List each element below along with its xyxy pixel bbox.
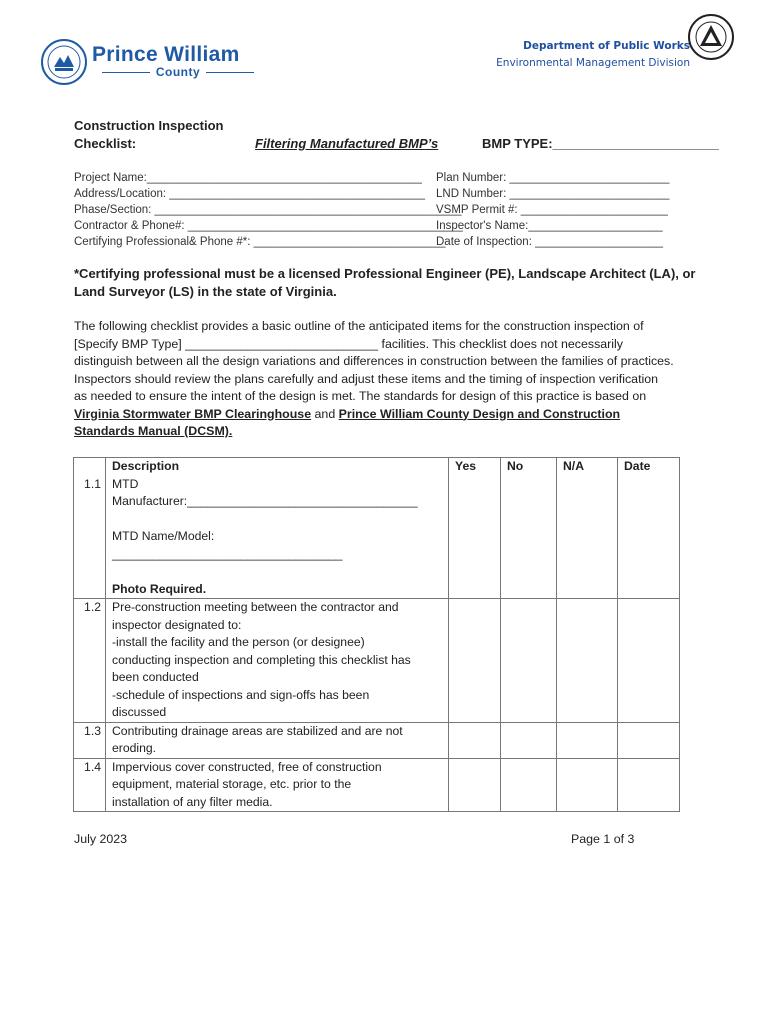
dcsm-link[interactable]: Prince William County Design and Construction Standards Manual (DCSM). (74, 406, 621, 438)
bmp-type-field[interactable]: BMP TYPE:_______________________ (482, 136, 719, 151)
table-row (74, 758, 680, 812)
yes-cell[interactable] (449, 476, 501, 599)
model-field[interactable]: MTD Name/Model: __________________________________ (112, 529, 343, 561)
row-number: 1.2 (74, 599, 106, 723)
yes-header: Yes (449, 458, 501, 476)
department-name: Department of Public Works (523, 40, 690, 52)
manufacturer-field[interactable]: MTD Manufacturer:__________________________________ (112, 476, 418, 508)
certifying-professional-field[interactable]: Certifying Professional& Phone #*: ______________________________ (74, 236, 446, 248)
date-cell[interactable] (618, 599, 680, 723)
table-header-row (74, 458, 680, 476)
row-number: 1.4 (74, 758, 106, 812)
footer-date: July 2023 (74, 832, 128, 846)
no-cell[interactable] (501, 722, 557, 758)
division-name: Environmental Management Division (496, 57, 690, 69)
checklist-title (74, 117, 719, 153)
checklist-table (73, 457, 680, 812)
na-cell[interactable] (557, 476, 618, 599)
yes-cell[interactable] (449, 722, 501, 758)
inspector-name-field[interactable]: Inspector's Name:_____________________ (436, 220, 663, 232)
accreditation-seal-icon (686, 12, 736, 62)
intro-paragraph (74, 318, 674, 441)
no-cell[interactable] (501, 476, 557, 599)
row-text-line: been conducted (112, 670, 199, 684)
project-name-field[interactable]: Project Name:___________________________________________ (74, 172, 422, 184)
no-cell[interactable] (501, 599, 557, 723)
row-description (106, 758, 449, 812)
yes-cell[interactable] (449, 599, 501, 723)
date-cell[interactable] (618, 476, 680, 599)
row-text-line: -schedule of inspections and sign-offs has been (112, 687, 370, 702)
table-row (74, 476, 680, 599)
department-block (496, 38, 690, 72)
table-row (74, 722, 680, 758)
checklist-subject: Filtering Manufactured BMP’s (255, 136, 439, 151)
photo-required-note: Photo Required. (112, 581, 207, 596)
certification-notice: *Certifying professional must be a licensed Professional Engineer (PE), Landscape Architect (LA), or Land Surveyor (LS) in the state of Virginia. (74, 266, 696, 299)
county-logo (40, 37, 270, 89)
row-text-line: equipment, material storage, etc. prior to the (112, 777, 352, 791)
intro-text: The following checklist provides a basic outline of the anticipated items for the construction inspection of [Specify BMP Type] ____________________________ facilities. This checklist does not necessarily distinguish between all the design variations and differences in construction between the families of practices. Inspectors should review the plans carefully and adjust these items and the timing of inspection verification as needed to ensure the intent of the design is met. The standards for design of this practice is based on (74, 319, 674, 403)
row-text-line: installation of any filter media. (112, 794, 273, 809)
na-cell[interactable] (557, 599, 618, 723)
row-text-line: inspector designated to: (112, 617, 242, 632)
address-field[interactable]: Address/Location: ________________________________________ (74, 188, 426, 200)
date-cell[interactable] (618, 758, 680, 812)
date-cell[interactable] (618, 722, 680, 758)
row-text-line: -install the facility and the person (or designee) (112, 635, 365, 649)
row-text-line: Contributing drainage areas are stabilized and are not (112, 723, 403, 738)
plan-fields (436, 170, 669, 250)
row-number: 1.1 (74, 476, 106, 599)
plan-number-field[interactable]: Plan Number: _________________________ (436, 172, 670, 184)
na-header: N/A (557, 458, 618, 476)
date-header: Date (618, 458, 680, 476)
row-text-line: eroding. (112, 741, 157, 755)
county-seal-icon (40, 37, 88, 87)
row-text-line: discussed (112, 705, 167, 719)
phase-field[interactable]: Phase/Section: ________________________________________________ (74, 204, 462, 216)
title-line-2: Checklist: (74, 136, 137, 151)
number-header (74, 458, 106, 476)
no-header: No (501, 458, 557, 476)
project-fields (74, 170, 463, 250)
contractor-field[interactable]: Contractor & Phone#: ___________________________________________ (74, 220, 463, 232)
row-text-line: Impervious cover constructed, free of construction (112, 759, 382, 774)
na-cell[interactable] (557, 722, 618, 758)
row-text-line: conducting inspection and completing this checklist has (112, 652, 411, 667)
table-row (74, 599, 680, 723)
inspection-date-field[interactable]: Date of Inspection: ____________________ (436, 236, 664, 248)
description-header: Description (106, 458, 449, 476)
vsmp-permit-field[interactable]: VSMP Permit #: _______________________ (436, 204, 668, 216)
row-text-line: Pre-construction meeting between the contractor and (112, 600, 399, 614)
row-description (106, 722, 449, 758)
county-subtitle: County (92, 65, 264, 79)
page-number: Page 1 of 3 (571, 832, 635, 846)
intro-and: and (311, 406, 339, 421)
lnd-number-field[interactable]: LND Number: _________________________ (436, 188, 670, 200)
clearinghouse-link[interactable]: Virginia Stormwater BMP Clearinghouse (74, 406, 312, 421)
no-cell[interactable] (501, 758, 557, 812)
row-description (106, 476, 449, 599)
title-line-1: Construction Inspection (74, 118, 224, 133)
na-cell[interactable] (557, 758, 618, 812)
yes-cell[interactable] (449, 758, 501, 812)
row-description (106, 599, 449, 723)
county-name: Prince William (92, 43, 240, 66)
row-number: 1.3 (74, 722, 106, 758)
